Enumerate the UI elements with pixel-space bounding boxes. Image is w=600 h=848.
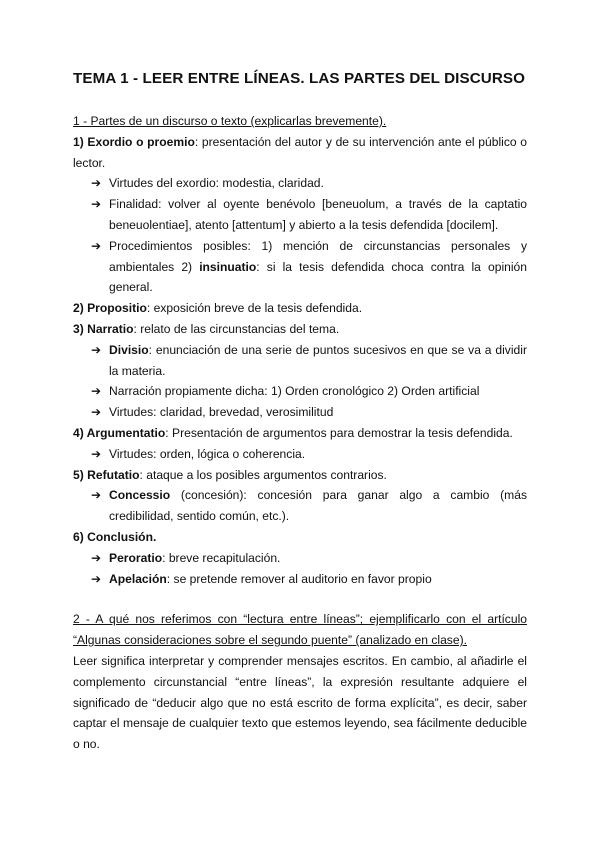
conclusion-term: 6) Conclusión.	[73, 529, 157, 544]
narratio-bullet-1	[73, 340, 527, 382]
arrow-icon: ➔	[91, 176, 102, 191]
section2-paragraph: Leer significa interpretar y comprender mensajes escritos. En cambio, al añadirle el complemento circunstancial “entre líneas”, la expresión resultante adquiere el significado de “deducir algo que no está escrito de forma explícita”, es decir, saber captar el mensaje de cualquier texto que estemos leyendo, sea fácilmente deducible o no.	[73, 653, 527, 752]
argumentatio-bullet-1	[73, 444, 527, 465]
argumentatio-paragraph	[73, 423, 527, 444]
bullet-text: : enunciación de una serie de puntos sucesivos en que se va a dividir la materia.	[109, 342, 527, 378]
bullet-text: (concesión): concesión para ganar algo a cambio (más credibilidad, sentido común, etc.).	[109, 488, 527, 524]
arrow-icon: ➔	[91, 384, 102, 399]
arrow-icon: ➔	[91, 405, 102, 420]
narratio-text: : relato de las circunstancias del tema.	[133, 321, 340, 336]
arrow-icon: ➔	[91, 488, 102, 503]
bullet-text: : breve recapitulación.	[162, 550, 281, 565]
propositio-paragraph	[73, 298, 527, 319]
section1-heading: 1 - Partes de un discurso o texto (explicarlas brevemente).	[73, 114, 387, 128]
insinuatio-term: insinuatio	[199, 259, 257, 274]
concessio-term: Concessio	[109, 488, 171, 503]
exordio-bullet-3	[73, 236, 527, 298]
exordio-text: : presentación del autor y de su intervención ante el público o lector.	[73, 134, 527, 170]
argumentatio-text: : Presentación de argumentos para demostrar la tesis defendida.	[165, 425, 513, 440]
narratio-bullet-2	[73, 381, 527, 402]
apelacion-term: Apelación	[109, 571, 167, 586]
page-title: TEMA 1 - LEER ENTRE LÍNEAS. LAS PARTES DEL DISCURSO	[73, 70, 526, 87]
refutatio-term: 5) Refutatio	[73, 467, 140, 482]
arrow-icon: ➔	[91, 550, 102, 565]
refutatio-paragraph	[73, 465, 527, 486]
section-gap	[73, 589, 527, 609]
divisio-term: Divisio	[109, 342, 149, 357]
narratio-term: 3) Narratio	[73, 321, 134, 336]
bullet-text: Narración propiamente dicha: 1) Orden cronológico 2) Orden artificial	[109, 384, 480, 399]
conclusion-paragraph	[73, 527, 527, 548]
arrow-icon: ➔	[91, 446, 102, 461]
arrow-icon: ➔	[91, 571, 102, 586]
narratio-paragraph	[73, 319, 527, 340]
arrow-icon: ➔	[91, 197, 102, 212]
peroratio-term: Peroratio	[109, 550, 163, 565]
document-body	[73, 111, 527, 755]
bullet-text: Virtudes: claridad, brevedad, verosimilitud	[109, 405, 334, 420]
refutatio-bullet-1	[73, 485, 527, 527]
bullet-text: Finalidad: volver al oyente benévolo [beneuolum, a través de la captatio beneuolentiae], atento [attentum] y abierto a la tesis defendida [docilem].	[109, 197, 527, 232]
section2-heading: 2 - A qué nos referimos con “lectura entre líneas”; ejemplificarlo con el artículo “Algunas consideraciones sobre el segundo puente” (analizado en clase).	[73, 612, 527, 648]
narratio-bullet-3	[73, 402, 527, 423]
exordio-bullet-1	[73, 173, 527, 194]
exordio-term: 1) Exordio o proemio	[73, 134, 195, 149]
conclusion-bullet-1	[73, 548, 527, 569]
conclusion-bullet-2	[73, 569, 527, 590]
bullet-text: Virtudes del exordio: modestia, claridad.	[109, 176, 324, 191]
argumentatio-term: 4) Argumentatio	[73, 425, 166, 440]
refutatio-text: : ataque a los posibles argumentos contrarios.	[139, 467, 387, 482]
bullet-text: Procedimientos posibles: 1) mención de circunstancias personales y ambientales 2)	[109, 238, 527, 274]
exordio-paragraph	[73, 132, 527, 174]
bullet-text: : se pretende remover al auditorio en favor propio	[166, 571, 432, 586]
arrow-icon: ➔	[91, 342, 102, 357]
bullet-text: Virtudes: orden, lógica o coherencia.	[109, 446, 306, 461]
propositio-text: : exposición breve de la tesis defendida.	[146, 301, 363, 316]
arrow-icon: ➔	[91, 238, 102, 253]
bullet-text: : si la tesis defendida choca contra la opinión general.	[109, 259, 527, 295]
propositio-term: 2) Propositio	[73, 301, 147, 316]
exordio-bullet-2	[73, 194, 527, 236]
